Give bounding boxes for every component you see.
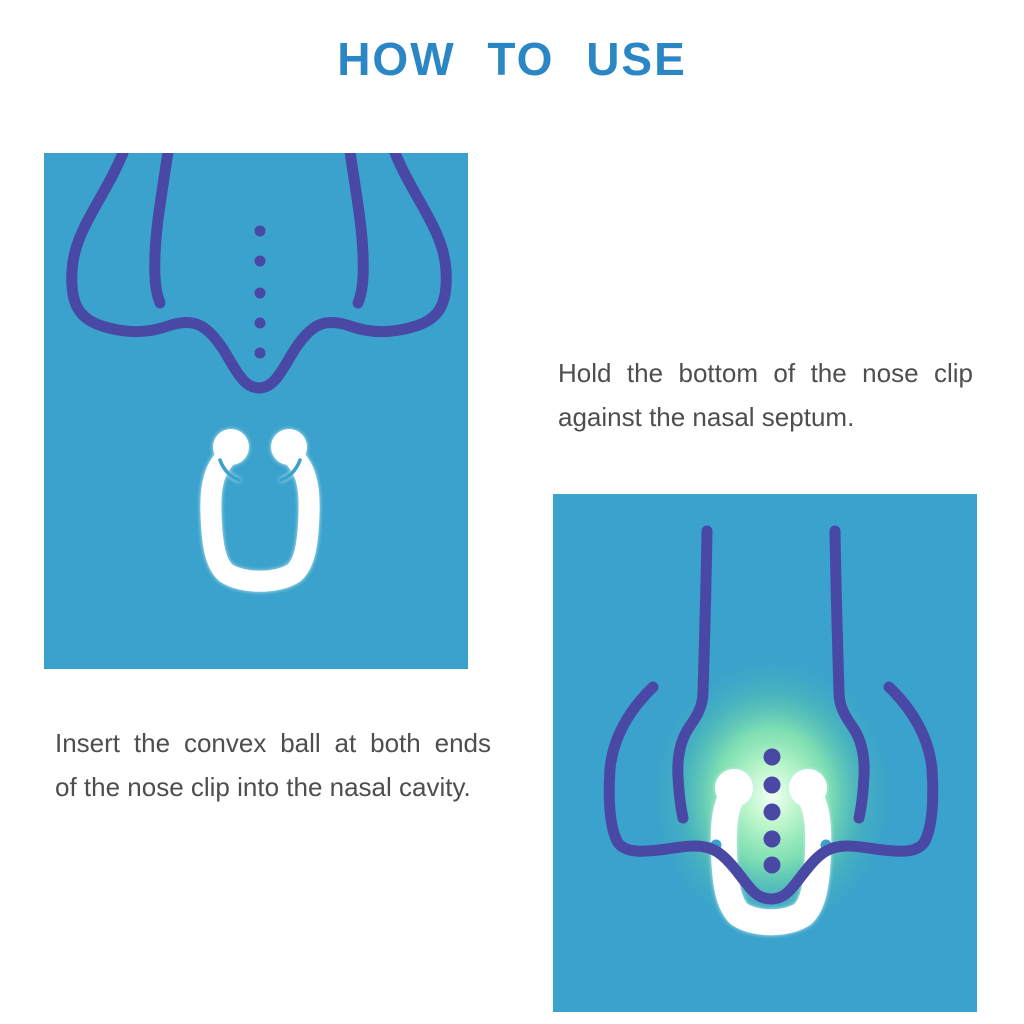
caption-insert-clip bbox=[55, 721, 491, 809]
septum-dot bbox=[255, 348, 266, 359]
septum-dot bbox=[255, 256, 266, 267]
page-title: HOW TO USE bbox=[337, 32, 687, 85]
nose-underside-illustration bbox=[44, 153, 468, 669]
septum-dot bbox=[764, 777, 781, 794]
step2-illustration-panel bbox=[553, 494, 977, 1012]
septum-dot bbox=[764, 749, 781, 766]
nostril-line-right bbox=[349, 153, 363, 303]
caption-line: Insert the convex ball at both ends bbox=[55, 728, 491, 758]
septum-dot bbox=[255, 226, 266, 237]
septum-dot bbox=[764, 857, 781, 874]
septum-dot bbox=[764, 831, 781, 848]
septum-dot bbox=[255, 318, 266, 329]
caption-line: Hold the bottom of the nose clip bbox=[558, 358, 973, 388]
nose-clip-icon bbox=[211, 429, 309, 581]
septum-dot bbox=[255, 288, 266, 299]
septum-dotted-line bbox=[255, 226, 266, 359]
caption-line: of the nose clip into the nasal cavity. bbox=[55, 772, 471, 802]
nostril-line-left bbox=[155, 153, 169, 303]
septum-dot bbox=[764, 804, 781, 821]
caption-line: against the nasal septum. bbox=[558, 402, 855, 432]
nose-front-illustration bbox=[553, 494, 977, 1012]
step1-illustration-panel bbox=[44, 153, 468, 669]
caption-hold-clip bbox=[558, 351, 973, 439]
